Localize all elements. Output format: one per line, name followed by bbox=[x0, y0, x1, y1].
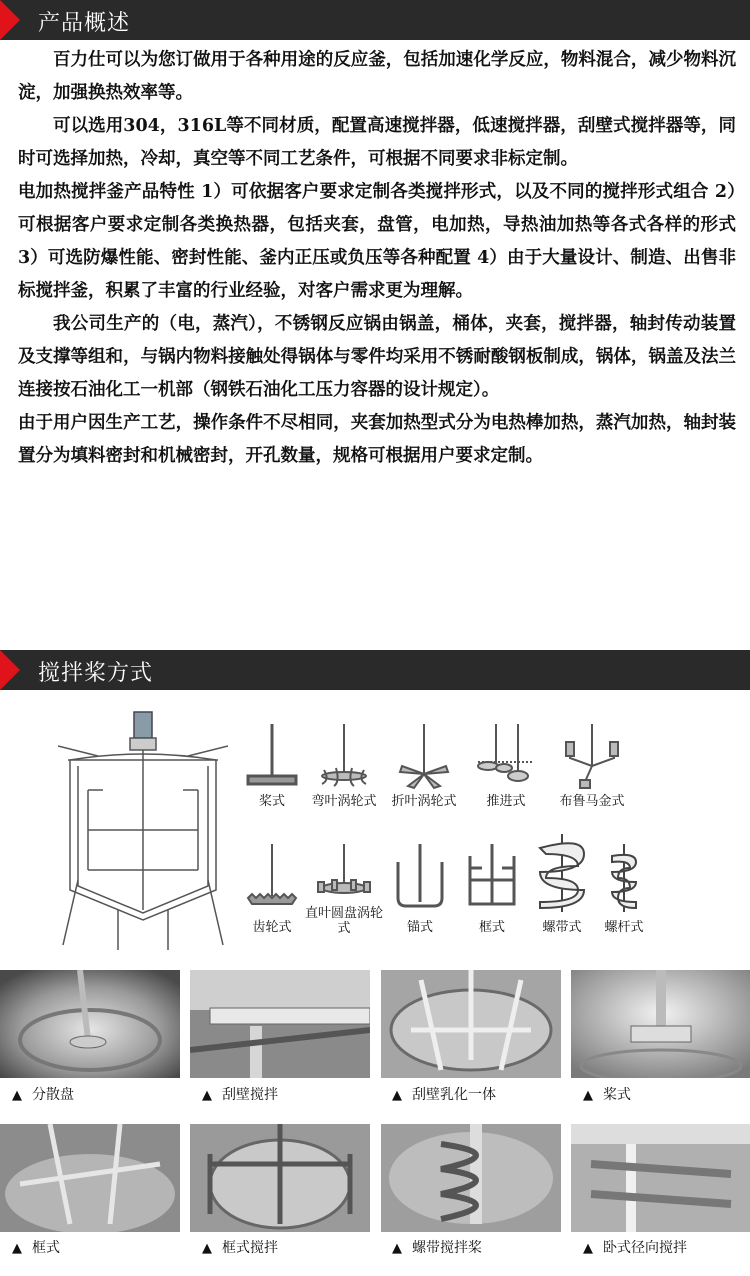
photo-caption bbox=[202, 1236, 278, 1260]
stainless-tank-photo bbox=[571, 1124, 750, 1232]
agitator-label: 直叶圆盘涡轮式 bbox=[304, 906, 383, 936]
triangle-marker-icon: ▲ bbox=[202, 1241, 212, 1256]
stainless-tank-photo bbox=[0, 1124, 180, 1232]
caption-text: 刮壁搅拌 bbox=[222, 1087, 278, 1103]
photo-frame bbox=[0, 1124, 180, 1232]
paragraph: 由于用户因生产工艺，操作条件不尽相同，夹套加热型式分为电热棒加热，蒸汽加热，轴封装置分为填料密封和机械密封，开孔数量，规格可根据用户要求定制。 bbox=[18, 413, 736, 466]
reactor-tank-drawing bbox=[58, 710, 228, 960]
agitator-label: 弯叶涡轮式 bbox=[311, 794, 377, 809]
photo-scraping-emulsion bbox=[381, 970, 561, 1078]
photo-caption bbox=[392, 1083, 496, 1107]
screw-agitator-icon bbox=[594, 842, 654, 918]
section-header-agitator bbox=[0, 650, 750, 690]
stainless-tank-photo bbox=[0, 970, 180, 1078]
triangle-marker-icon: ▲ bbox=[202, 1088, 212, 1103]
stainless-tank-photo bbox=[190, 970, 370, 1078]
red-triangle-marker-icon bbox=[0, 0, 20, 40]
caption-text: 框式 bbox=[32, 1240, 60, 1256]
triangle-marker-icon: ▲ bbox=[392, 1241, 402, 1256]
agitator-curved-turbine bbox=[304, 722, 384, 809]
agitator-label: 螺带式 bbox=[542, 920, 582, 935]
disk-turbine-icon bbox=[314, 842, 374, 904]
agitator-anchor bbox=[380, 842, 460, 935]
triangle-marker-icon: ▲ bbox=[392, 1088, 402, 1103]
photo-caption bbox=[12, 1083, 74, 1107]
propeller-agitator-icon bbox=[474, 722, 538, 792]
agitator-label: 框式 bbox=[478, 920, 505, 935]
brumagin-agitator-icon bbox=[562, 722, 622, 792]
agitator-label: 布鲁马金式 bbox=[559, 794, 625, 809]
agitator-gear bbox=[232, 842, 312, 935]
photo-wall-scraping bbox=[190, 970, 370, 1078]
frame-agitator-icon bbox=[462, 842, 522, 918]
agitator-label: 锚式 bbox=[406, 920, 433, 935]
section-title: 产品概述 bbox=[38, 11, 131, 36]
agitator-label: 螺杆式 bbox=[604, 920, 644, 935]
photo-caption bbox=[583, 1083, 631, 1107]
paragraph: 我公司生产的（电，蒸汽），不锈钢反应锅由锅盖，桶体，夹套，搅拌器，轴封传动装置及支撑等组和，与锅内物料接触处得锅体与零件均采用不锈耐酸钢板制成，锅体，锅盖及法兰连接按石油化工一机部（钢铁石油化工压力容器的设计规定）。 bbox=[18, 314, 736, 400]
agitator-propeller bbox=[466, 722, 546, 809]
triangle-marker-icon: ▲ bbox=[583, 1241, 593, 1256]
agitator-label: 桨式 bbox=[258, 794, 285, 809]
photo-caption bbox=[12, 1236, 60, 1260]
agitator-brumagin bbox=[552, 722, 632, 809]
agitator-label: 推进式 bbox=[486, 794, 526, 809]
agitator-paddle bbox=[232, 722, 312, 809]
stainless-tank-photo bbox=[381, 1124, 561, 1232]
section-title: 搅拌桨方式 bbox=[38, 661, 154, 686]
agitator-screw bbox=[584, 842, 664, 935]
photo-ribbon-paddle bbox=[381, 1124, 561, 1232]
agitator-label: 折叶涡轮式 bbox=[391, 794, 457, 809]
agitator-diagram bbox=[0, 692, 750, 964]
paragraph: 电加热搅拌釜产品特性 1）可依据客户要求定制各类搅拌形式，以及不同的搅拌形式组合 2）可根据客户要求定制各类换热器，包括夹套，盘管，电加热，导热油加热等各式各样的形式 3）可选防爆性能、密封性能、釜内正压或负压等各种配置 4）由于大量设计、制造、出售非标搅拌釜，积累了丰富的行业经验，对客户需求更为理解。 bbox=[18, 182, 736, 301]
ribbon-agitator-icon bbox=[532, 832, 592, 918]
stainless-tank-photo bbox=[381, 970, 561, 1078]
triangle-marker-icon: ▲ bbox=[12, 1088, 22, 1103]
stainless-tank-photo bbox=[571, 970, 750, 1078]
curved-blade-turbine-icon bbox=[314, 722, 374, 792]
section-header-overview bbox=[0, 0, 750, 40]
anchor-agitator-icon bbox=[390, 842, 450, 918]
pitched-blade-turbine-icon bbox=[394, 722, 454, 792]
photo-caption bbox=[392, 1236, 482, 1260]
photo-horizontal-radial bbox=[571, 1124, 750, 1232]
paragraph: 百力仕可以为您订做用于各种用途的反应釜，包括加速化学反应，物料混合，减少物料沉淀，加强换热效率等。 bbox=[18, 50, 736, 103]
triangle-marker-icon: ▲ bbox=[583, 1088, 593, 1103]
photo-caption bbox=[583, 1236, 687, 1260]
caption-text: 刮壁乳化一体 bbox=[412, 1087, 496, 1103]
red-triangle-marker-icon bbox=[0, 650, 20, 690]
caption-text: 框式搅拌 bbox=[222, 1240, 278, 1256]
photo-caption bbox=[202, 1083, 278, 1107]
photo-paddle bbox=[571, 970, 750, 1078]
stainless-tank-photo bbox=[190, 1124, 370, 1232]
gear-disk-agitator-icon bbox=[242, 842, 302, 918]
photo-dispersion-disk bbox=[0, 970, 180, 1078]
agitator-pitched-turbine bbox=[384, 722, 464, 809]
overview-text bbox=[18, 44, 736, 473]
triangle-marker-icon: ▲ bbox=[12, 1241, 22, 1256]
caption-text: 桨式 bbox=[603, 1087, 631, 1103]
agitator-disk-turbine bbox=[304, 842, 384, 936]
agitator-label: 齿轮式 bbox=[252, 920, 292, 935]
caption-text: 卧式径向搅拌 bbox=[603, 1240, 687, 1256]
caption-text: 分散盘 bbox=[32, 1087, 74, 1103]
paddle-agitator-icon bbox=[242, 722, 302, 792]
agitator-frame bbox=[452, 842, 532, 935]
paragraph: 可以选用304，316L等不同材质，配置高速搅拌器，低速搅拌器，刮壁式搅拌器等，同时可选择加热，冷却，真空等不同工艺条件，可根据不同要求非标定制。 bbox=[18, 116, 736, 169]
caption-text: 螺带搅拌桨 bbox=[412, 1240, 482, 1256]
photo-frame-stirring bbox=[190, 1124, 370, 1232]
